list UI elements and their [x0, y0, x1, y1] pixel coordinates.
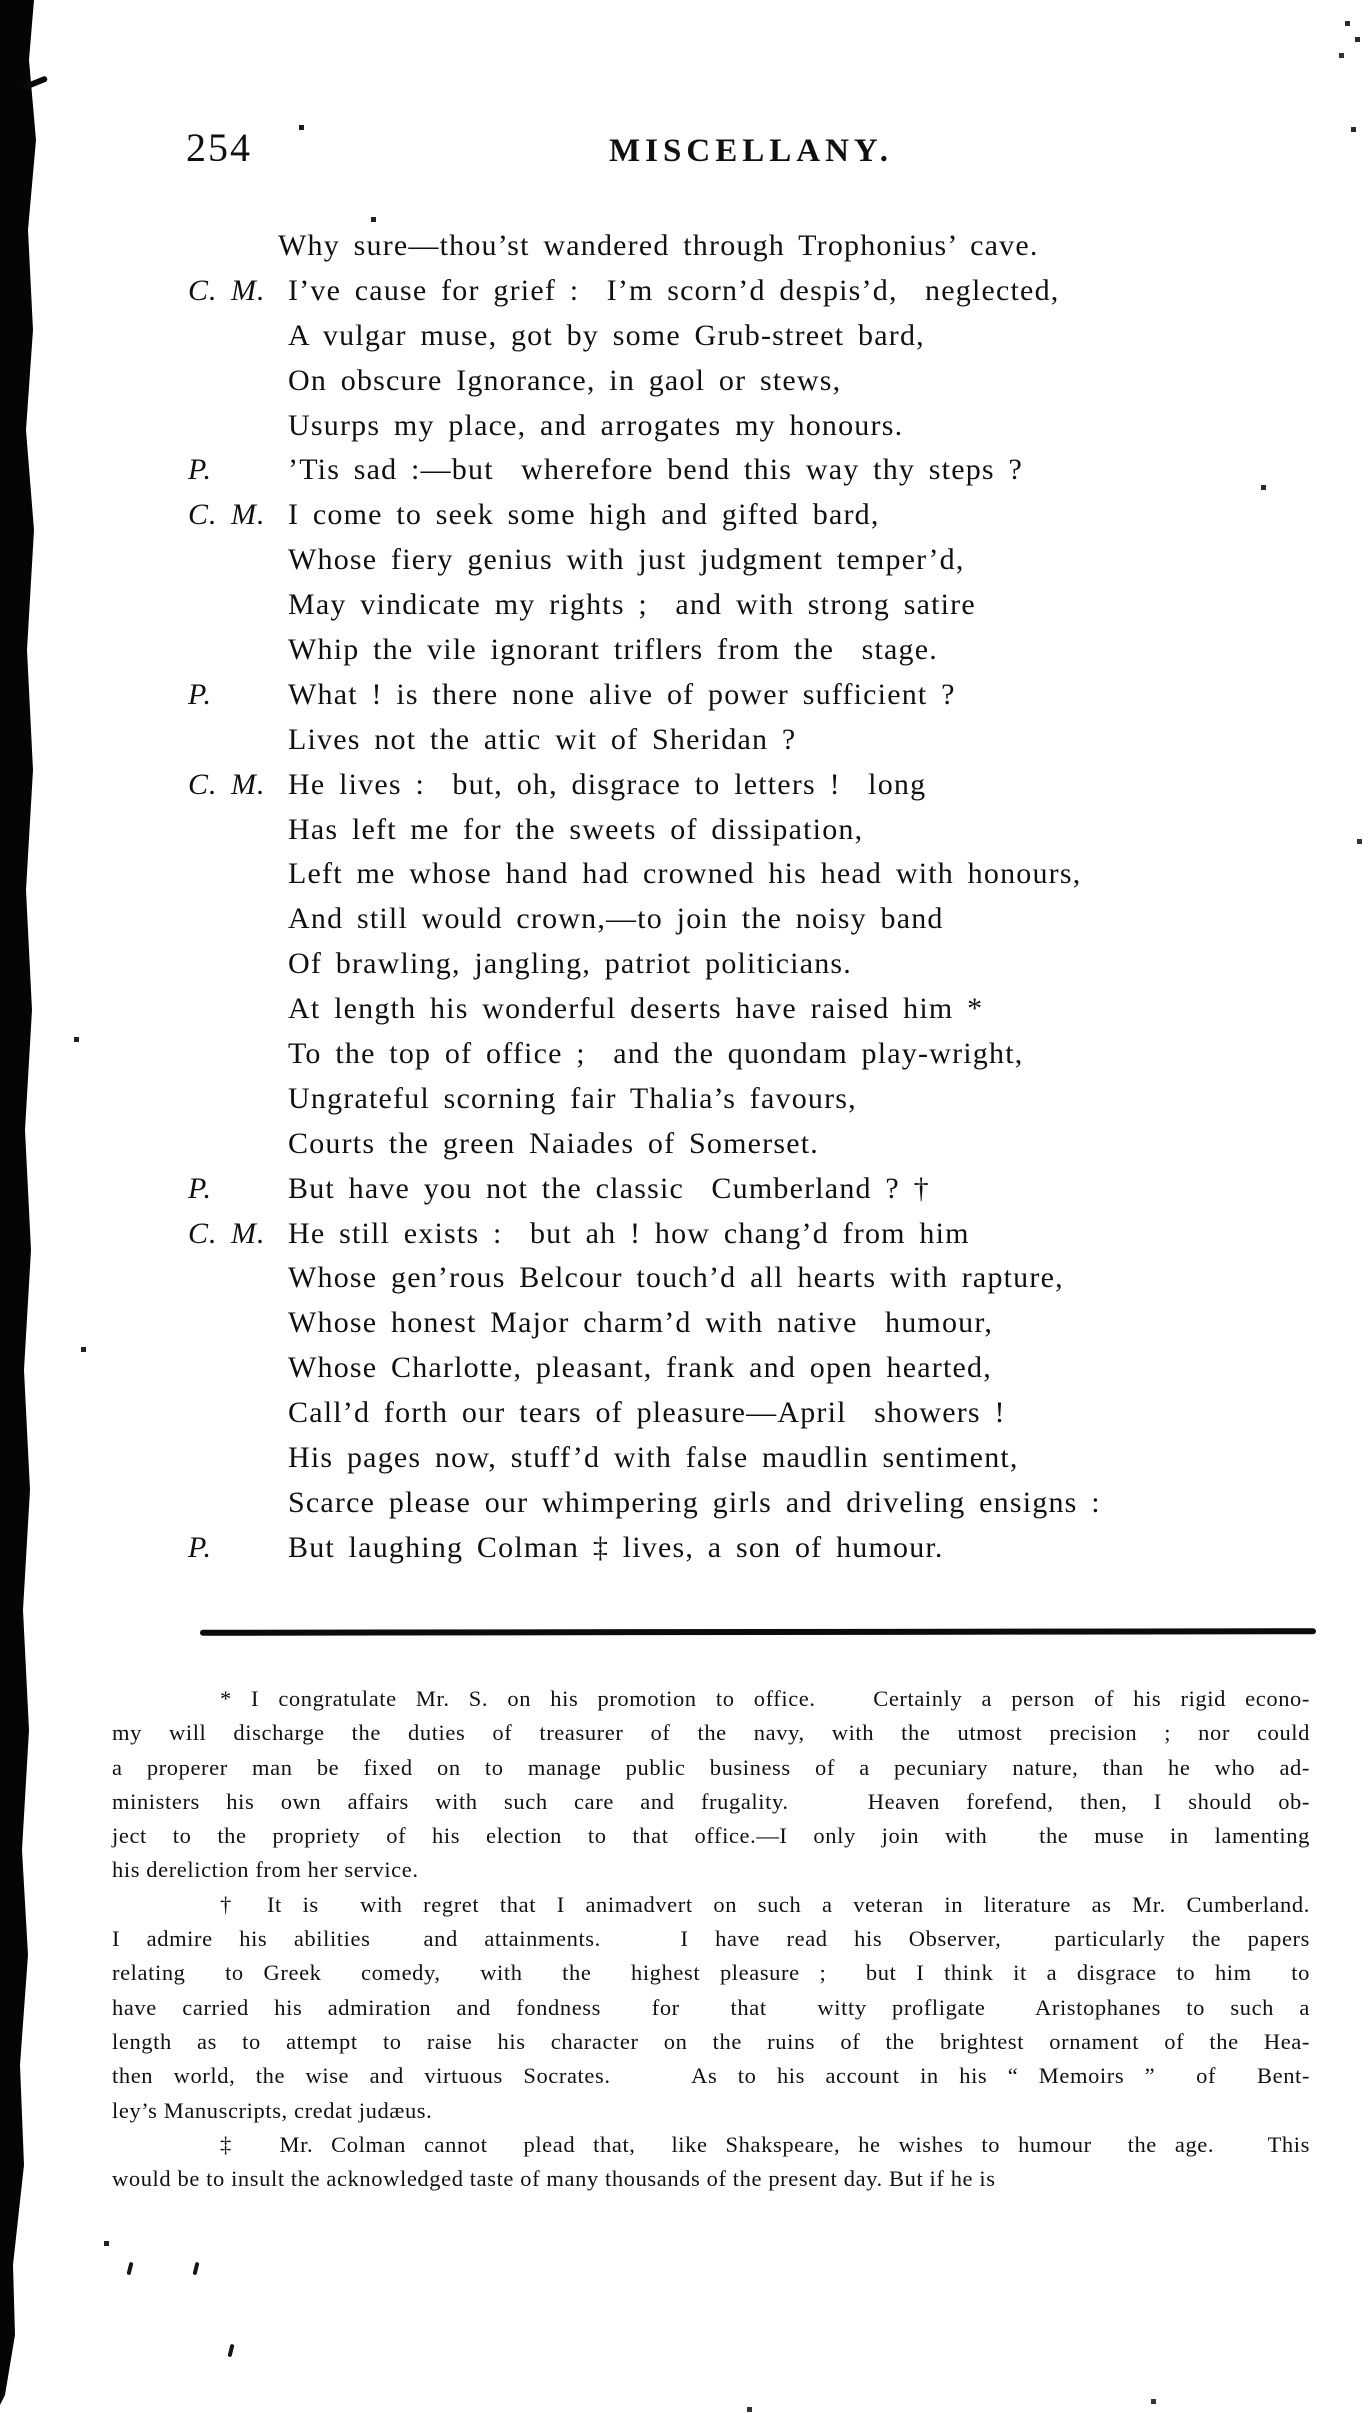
verse-text: But have you not the classic Cumberland ? † [288, 1171, 930, 1205]
footnote-line: length as to attempt to raise his character on the ruins of the brightest ornament of the Hea- [112, 2028, 1310, 2054]
verse-text: Usurps my place, and arrogates my honours. [288, 408, 904, 442]
footnote-line: ‡ Mr. Colman cannot plead that, like Shakspeare, he wishes to humour the age. This [220, 2131, 1310, 2157]
page-number: 254 [186, 125, 252, 170]
verse-text: Ungrateful scorning fair Thalia’s favours, [288, 1081, 857, 1115]
verse-line [0, 987, 1372, 1032]
verse-text: He still exists : but ah ! how chang’d from him [288, 1216, 970, 1250]
verse-text: Whose Charlotte, pleasant, frank and open hearted, [288, 1351, 992, 1385]
speaker-label: P. [188, 1530, 212, 1564]
footnote-line: would be to insult the acknowledged taste of many thousands of the present day. But if he is [112, 2166, 996, 2192]
footnote-divider-rule [200, 1628, 1316, 1636]
verse-text: I come to seek some high and gifted bard, [288, 498, 880, 532]
footnote-line: ministers his own affairs with such care and frugality. Heaven forefend, then, I should ob- [112, 1788, 1310, 1814]
verse-line [0, 1032, 1372, 1077]
verse-line [0, 852, 1372, 897]
verse-line [0, 1436, 1372, 1481]
verse-text: May vindicate my rights ; and with strong satire [288, 588, 976, 622]
speaker-label: P. [188, 1171, 212, 1205]
footnote-paragraph [112, 1888, 1310, 2128]
verse-line [0, 1481, 1372, 1526]
verse-line [0, 314, 1372, 359]
verse-line [0, 448, 1372, 493]
speaker-label: P. [188, 677, 212, 711]
footnote-line: * I congratulate Mr. S. on his promotion to office. Certainly a person of his rigid econo- [220, 1686, 1310, 1711]
verse-line [0, 493, 1372, 538]
verse-text: ’Tis sad :—but wherefore bend this way thy steps ? [288, 453, 1024, 487]
speaker-label: C. M. [188, 767, 266, 801]
verse-line [0, 1077, 1372, 1122]
verse-text: And still would crown,—to join the noisy band [288, 902, 944, 936]
verse-line [0, 538, 1372, 583]
speaker-label: P. [188, 453, 212, 487]
scan-stray-stroke [126, 2262, 133, 2276]
running-header [0, 124, 1372, 184]
footnote-paragraph [112, 1682, 1310, 1888]
verse-line [0, 628, 1372, 673]
verse-text: He lives : but, oh, disgrace to letters ! long [288, 767, 927, 801]
verse-text: On obscure Ignorance, in gaol or stews, [288, 363, 842, 397]
page-title: MISCELLANY. [609, 133, 893, 169]
verse-text: Scarce please our whimpering girls and driveling ensigns : [288, 1485, 1101, 1519]
verse-text: I’ve cause for grief : I’m scorn’d despis’d, neglected, [288, 273, 1060, 307]
scan-speckles [0, 0, 3, 3]
verse-text: Whip the vile ignorant triflers from the stage. [288, 633, 938, 667]
footnote-line: have carried his admiration and fondness for that witty profligate Aristophanes to such a [112, 1994, 1310, 2020]
footnote-line: then world, the wise and virtuous Socrates. As to his account in his “ Memoirs ” of Bent- [112, 2063, 1310, 2089]
verse-line [0, 1391, 1372, 1436]
footnote-line: I admire his abilities and attainments. I have read his Observer, particularly the papers [112, 1926, 1310, 1952]
speaker-label: C. M. [188, 1216, 266, 1250]
verse-line [0, 763, 1372, 808]
verse-text: But laughing Colman ‡ lives, a son of humour. [288, 1530, 944, 1564]
footnotes-section [112, 1682, 1310, 2196]
footnote-line: a properer man be fixed on to manage public business of a pecuniary nature, than he who ad- [112, 1754, 1310, 1780]
verse-line [0, 1526, 1372, 1571]
verse-line [0, 1301, 1372, 1346]
verse-text: Whose gen’rous Belcour touch’d all hearts with rapture, [288, 1261, 1064, 1295]
verse-text: His pages now, stuff’d with false maudlin sentiment, [288, 1441, 1019, 1475]
verse-line [0, 404, 1372, 449]
verse-line [0, 1346, 1372, 1391]
footnote-line: my will discharge the duties of treasurer of the navy, with the utmost precision ; nor could [112, 1720, 1310, 1746]
verse-line [0, 897, 1372, 942]
verse-line [0, 1256, 1372, 1301]
verse-text: Why sure—thou’st wandered through Trophonius’ cave. [278, 229, 1039, 262]
scan-stray-stroke [192, 2262, 199, 2276]
verse-text: A vulgar muse, got by some Grub-street bard, [288, 318, 925, 352]
verse-line [0, 1122, 1372, 1167]
footnote-paragraph [112, 2128, 1310, 2197]
verse-text: Call’d forth our tears of pleasure—April showers ! [288, 1396, 1006, 1430]
verse-text: Of brawling, jangling, patriot politicians. [288, 947, 853, 981]
footnote-line: relating to Greek comedy, with the highest pleasure ; but I think it a disgrace to him to [112, 1960, 1310, 1986]
verse-text: What ! is there none alive of power sufficient ? [288, 677, 956, 711]
verse-line [0, 808, 1372, 853]
verse-line [0, 583, 1372, 628]
verse-text: Whose honest Major charm’d with native humour, [288, 1306, 994, 1340]
speaker-label: C. M. [188, 273, 266, 307]
verse-text: At length his wonderful deserts have raised him * [288, 992, 984, 1026]
verse-text: Has left me for the sweets of dissipation, [288, 812, 864, 846]
verse-line [0, 1212, 1372, 1257]
verse-line [0, 942, 1372, 987]
verse-text: Courts the green Naiades of Somerset. [288, 1126, 819, 1160]
verse-text: Left me whose hand had crowned his head with honours, [288, 857, 1082, 891]
verse-line [0, 673, 1372, 718]
footnote-line: † It is with regret that I animadvert on such a veteran in literature as Mr. Cumberland. [220, 1891, 1310, 1917]
verse-line [0, 718, 1372, 763]
footnote-line: ject to the propriety of his election to that office.—I only join with the muse in lamenting [112, 1823, 1310, 1849]
verse-text: Whose fiery genius with just judgment temper’d, [288, 543, 965, 577]
scan-stray-stroke [227, 2344, 234, 2358]
verse-line [0, 224, 1372, 269]
verse-text: To the top of office ; and the quondam play-wright, [288, 1037, 1024, 1071]
footnote-line: ley’s Manuscripts, credat judæus. [112, 2097, 433, 2123]
verse-text: Lives not the attic wit of Sheridan ? [288, 722, 797, 756]
speaker-label: C. M. [188, 498, 266, 532]
verse-line [0, 359, 1372, 404]
verse-line [0, 269, 1372, 314]
verse-line [0, 1167, 1372, 1212]
verse-dialogue [0, 224, 1372, 1571]
footnote-line: his dereliction from her service. [112, 1857, 419, 1883]
